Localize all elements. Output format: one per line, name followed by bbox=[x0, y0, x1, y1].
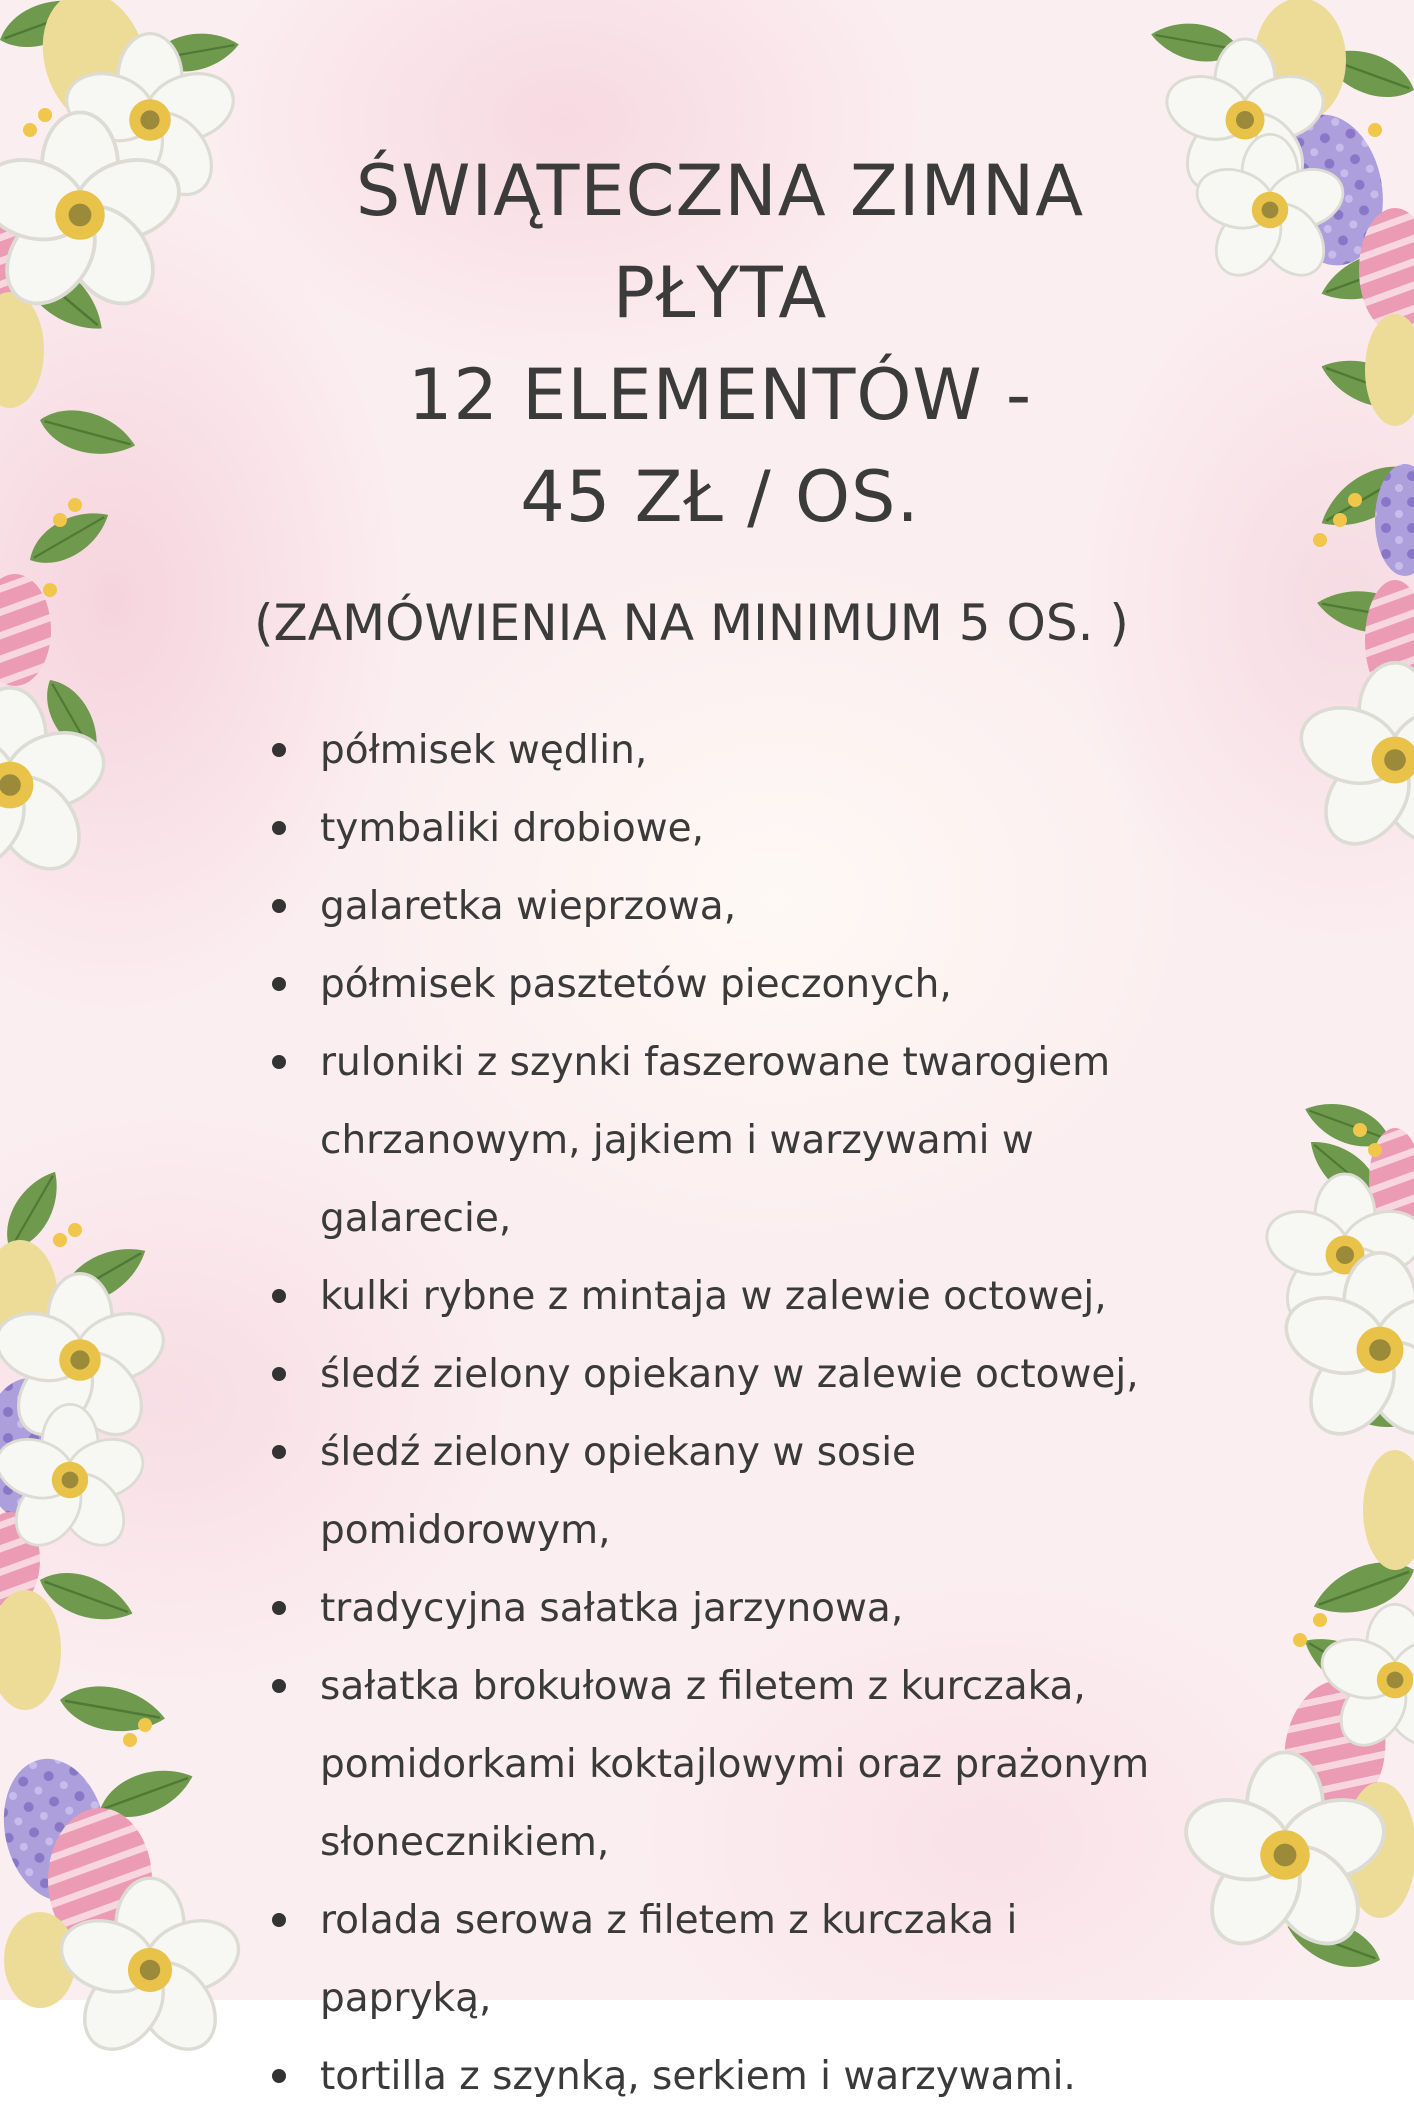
menu-content bbox=[240, 140, 1200, 2116]
title-line: ŚWIĄTECZNA ZIMNA bbox=[355, 150, 1085, 232]
list-item: śledź zielony opiekany w sosie pomidorowym, bbox=[272, 1414, 1200, 1570]
list-item: tradycyjna sałatka jarzynowa, bbox=[272, 1570, 1200, 1648]
list-item: półmisek pasztetów pieczonych, bbox=[272, 946, 1200, 1024]
menu-item-list bbox=[240, 712, 1200, 2116]
list-item: kulki rybne z mintaja w zalewie octowej, bbox=[272, 1258, 1200, 1336]
title-line: 12 ELEMENTÓW - bbox=[407, 354, 1033, 436]
list-item: półmisek wędlin, bbox=[272, 712, 1200, 790]
bottom-right-floral-cluster bbox=[1176, 1092, 1414, 1979]
page-title bbox=[240, 140, 1200, 548]
list-item: tymbaliki drobiowe, bbox=[272, 790, 1200, 868]
list-item: śledź zielony opiekany w zalewie octowej, bbox=[272, 1336, 1200, 1414]
list-item: galaretka wieprzowa, bbox=[272, 868, 1200, 946]
list-item: ruloniki z szynki faszerowane twarogiem chrzanowym, jajkiem i warzywami w galarecie, bbox=[272, 1024, 1200, 1258]
top-left-floral-cluster bbox=[0, 0, 242, 885]
bottom-left-floral-cluster bbox=[0, 1163, 248, 2064]
list-item: tortilla z szynką, serkiem i warzywami. bbox=[272, 2038, 1200, 2116]
list-item: sałatka brokułowa z filetem z kurczaka, pomidorkami koktajlowymi oraz prażonym słonecznikiem, bbox=[272, 1648, 1200, 1882]
minimum-order-note: (ZAMÓWIENIA NA MINIMUM 5 OS. ) bbox=[254, 594, 1129, 652]
title-line: 45 ZŁ / OS. bbox=[520, 456, 920, 538]
title-line: PŁYTA bbox=[612, 252, 828, 334]
list-item: rolada serowa z filetem z kurczaka i papryką, bbox=[272, 1882, 1200, 2038]
